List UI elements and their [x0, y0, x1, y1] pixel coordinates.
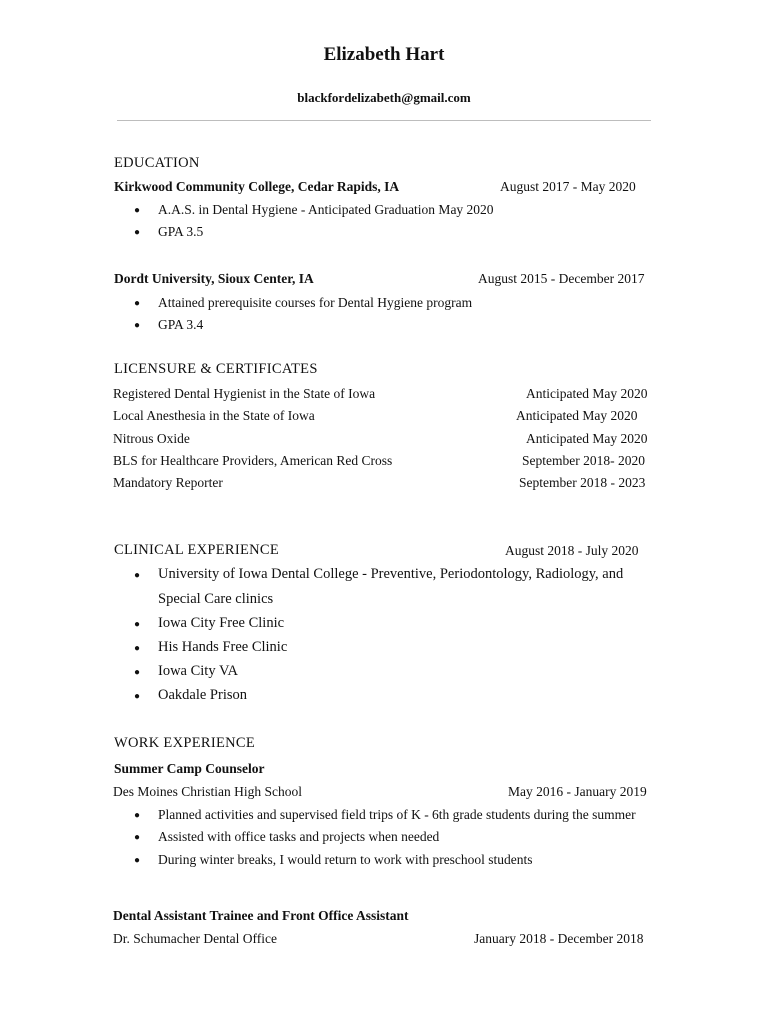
license-date: September 2018- 2020: [522, 453, 645, 468]
license-name: BLS for Healthcare Providers, American Red Cross: [113, 453, 393, 468]
job-employer: Des Moines Christian High School: [113, 784, 302, 799]
bullet-icon: ●: [134, 619, 141, 630]
school-name: Kirkwood Community College, Cedar Rapids, IA: [114, 179, 400, 194]
license-date: Anticipated May 2020: [526, 386, 648, 401]
job-bullet: During winter breaks, I would return to work with preschool students: [158, 852, 533, 867]
school-dates: August 2017 - May 2020: [500, 179, 636, 194]
education-bullet: Attained prerequisite courses for Dental Hygiene program: [158, 295, 473, 310]
bullet-icon: ●: [134, 298, 141, 309]
school-name: Dordt University, Sioux Center, IA: [114, 271, 314, 286]
license-name: Local Anesthesia in the State of Iowa: [113, 408, 315, 423]
bullet-icon: ●: [134, 832, 141, 843]
license-name: Registered Dental Hygienist in the State of Iowa: [113, 386, 376, 401]
licensure-heading: LICENSURE & CERTIFICATES: [114, 361, 318, 377]
school-dates: August 2015 - December 2017: [478, 271, 645, 286]
job-employer: Dr. Schumacher Dental Office: [113, 931, 277, 946]
license-date: Anticipated May 2020: [526, 431, 648, 446]
clinical-dates: August 2018 - July 2020: [505, 543, 639, 558]
clinical-bullet: Oakdale Prison: [158, 687, 247, 703]
license-name: Mandatory Reporter: [113, 475, 223, 490]
clinical-bullet: Iowa City Free Clinic: [158, 615, 285, 631]
clinical-heading: CLINICAL EXPERIENCE: [114, 542, 280, 558]
bullet-icon: ●: [134, 570, 141, 581]
bullet-icon: ●: [134, 810, 141, 821]
work-heading: WORK EXPERIENCE: [114, 735, 256, 751]
education-bullet: A.A.S. in Dental Hygiene - Anticipated Graduation May 2020: [158, 202, 494, 217]
license-date: September 2018 - 2023: [519, 475, 646, 490]
education-heading: EDUCATION: [114, 155, 200, 171]
bullet-icon: ●: [134, 691, 141, 702]
license-name: Nitrous Oxide: [113, 431, 190, 446]
job-dates: January 2018 - December 2018: [474, 931, 644, 946]
job-bullet: Assisted with office tasks and projects when needed: [158, 829, 440, 844]
education-bullet: GPA 3.5: [158, 224, 204, 239]
bullet-icon: ●: [134, 205, 141, 216]
job-dates: May 2016 - January 2019: [508, 784, 647, 799]
job-title: Summer Camp Counselor: [114, 761, 265, 776]
clinical-bullet: Iowa City VA: [158, 663, 239, 679]
bullet-icon: ●: [134, 227, 141, 238]
job-title: Dental Assistant Trainee and Front Office Assistant: [113, 908, 409, 923]
education-bullet: GPA 3.4: [158, 317, 204, 332]
clinical-bullet-continuation: Special Care clinics: [158, 591, 274, 607]
license-date: Anticipated May 2020: [516, 408, 638, 423]
resume-name: Elizabeth Hart: [323, 44, 445, 65]
bullet-icon: ●: [134, 643, 141, 654]
bullet-icon: ●: [134, 855, 141, 866]
header-divider: [117, 120, 651, 121]
bullet-icon: ●: [134, 667, 141, 678]
email-address: blackfordelizabeth@gmail.com: [297, 90, 471, 105]
clinical-bullet: His Hands Free Clinic: [158, 639, 288, 655]
bullet-icon: ●: [134, 320, 141, 331]
job-bullet: Planned activities and supervised field trips of K - 6th grade students during the summer: [158, 807, 636, 822]
clinical-bullet: University of Iowa Dental College - Preventive, Periodontology, Radiology, and: [158, 566, 624, 582]
